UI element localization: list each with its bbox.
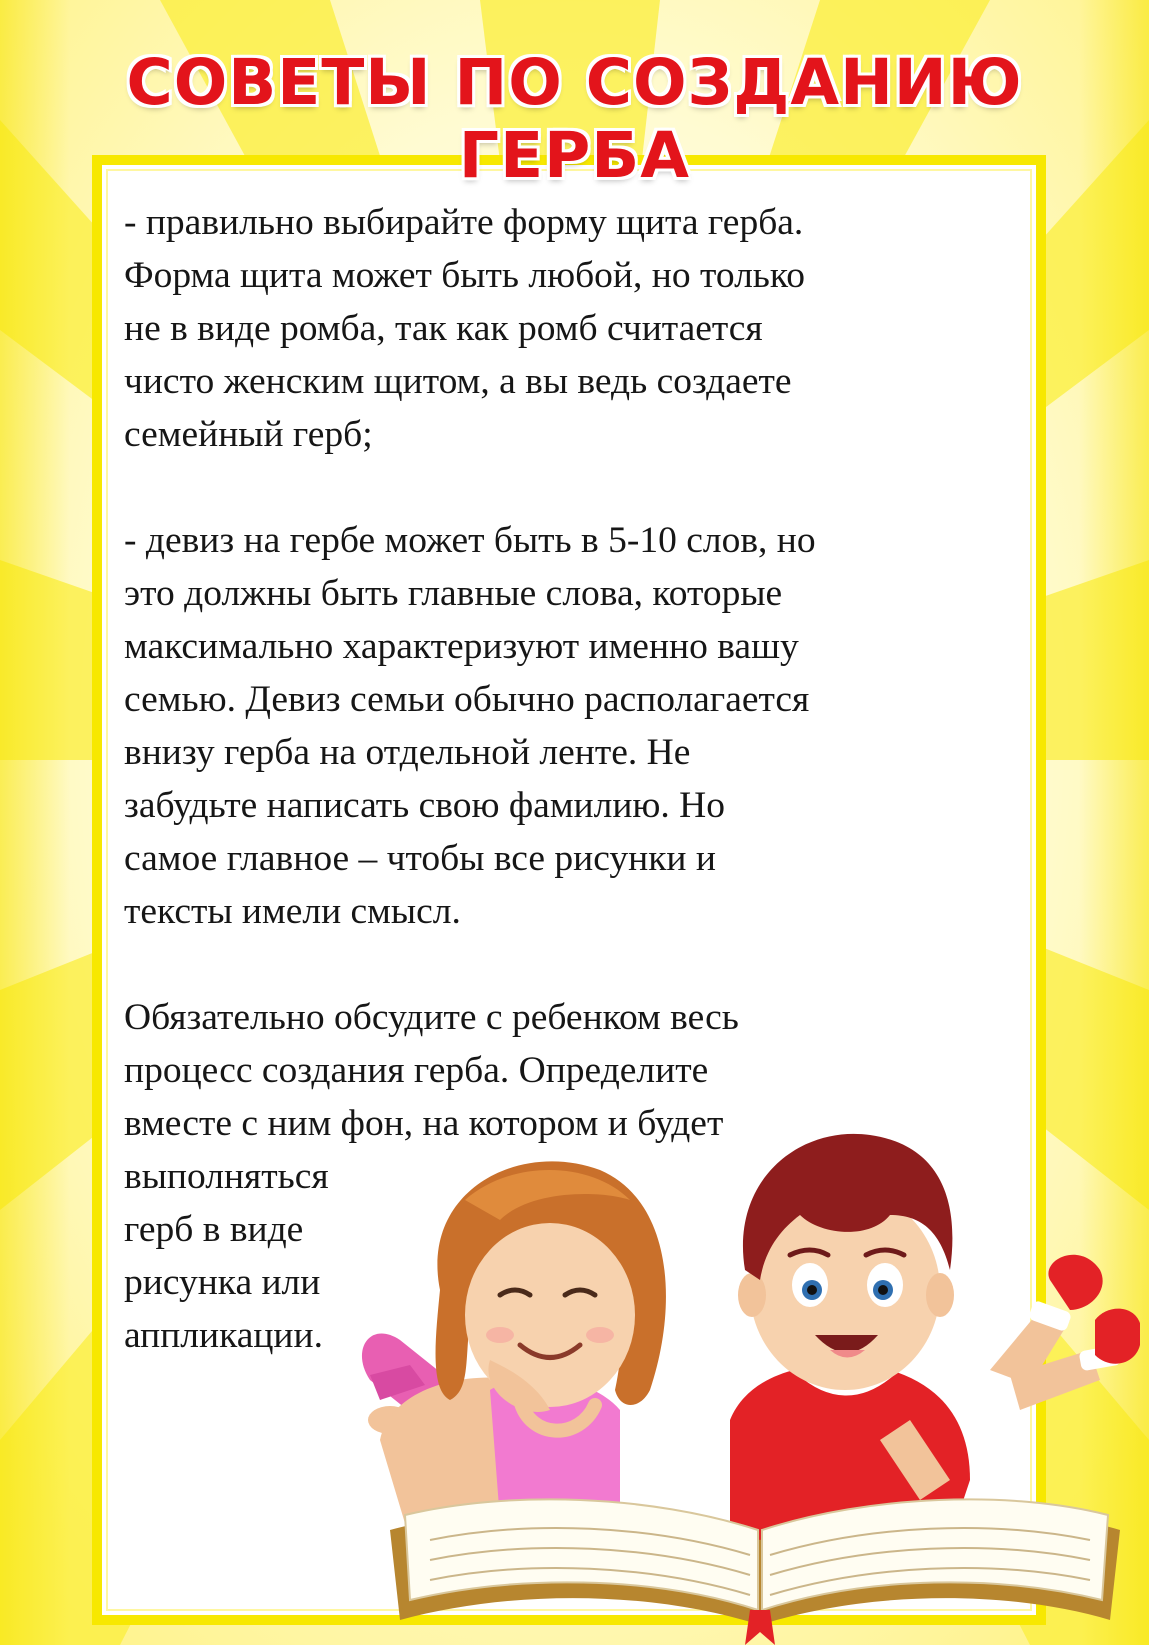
advice-paragraph-shield: - правильно выбирайте форму щита герба. Форма щита может быть любой, но только не в виде ромба, так как ромб считается чисто женским щитом, а вы ведь создаете семейный герб; bbox=[124, 202, 805, 455]
girl bbox=[380, 1161, 666, 1540]
boy bbox=[730, 1134, 970, 1540]
page-title: СОВЕТЫ ПО СОЗДАНИЮ ГЕРБА bbox=[126, 46, 1023, 192]
advice-paragraph-discuss: Обязательно обсудите с ребенком весь процесс создания герба. Определите вместе с ним фон, на котором и будет выполняться герб в виде рисунка или аппликации. bbox=[124, 997, 739, 1356]
advice-paragraph-motto: - девиз на гербе может быть в 5-10 слов, но это должны быть главные слова, которые максимально характеризуют именно вашу семью. Девиз семьи обычно располагается внизу герба на отдельной ленте. Не забудьте написать свою фамилию. Но самое главное – чтобы все рисунки и тексты имели смысл. bbox=[124, 520, 816, 932]
children-reading-illustration bbox=[350, 1120, 1140, 1645]
boy-legs bbox=[990, 1255, 1140, 1410]
